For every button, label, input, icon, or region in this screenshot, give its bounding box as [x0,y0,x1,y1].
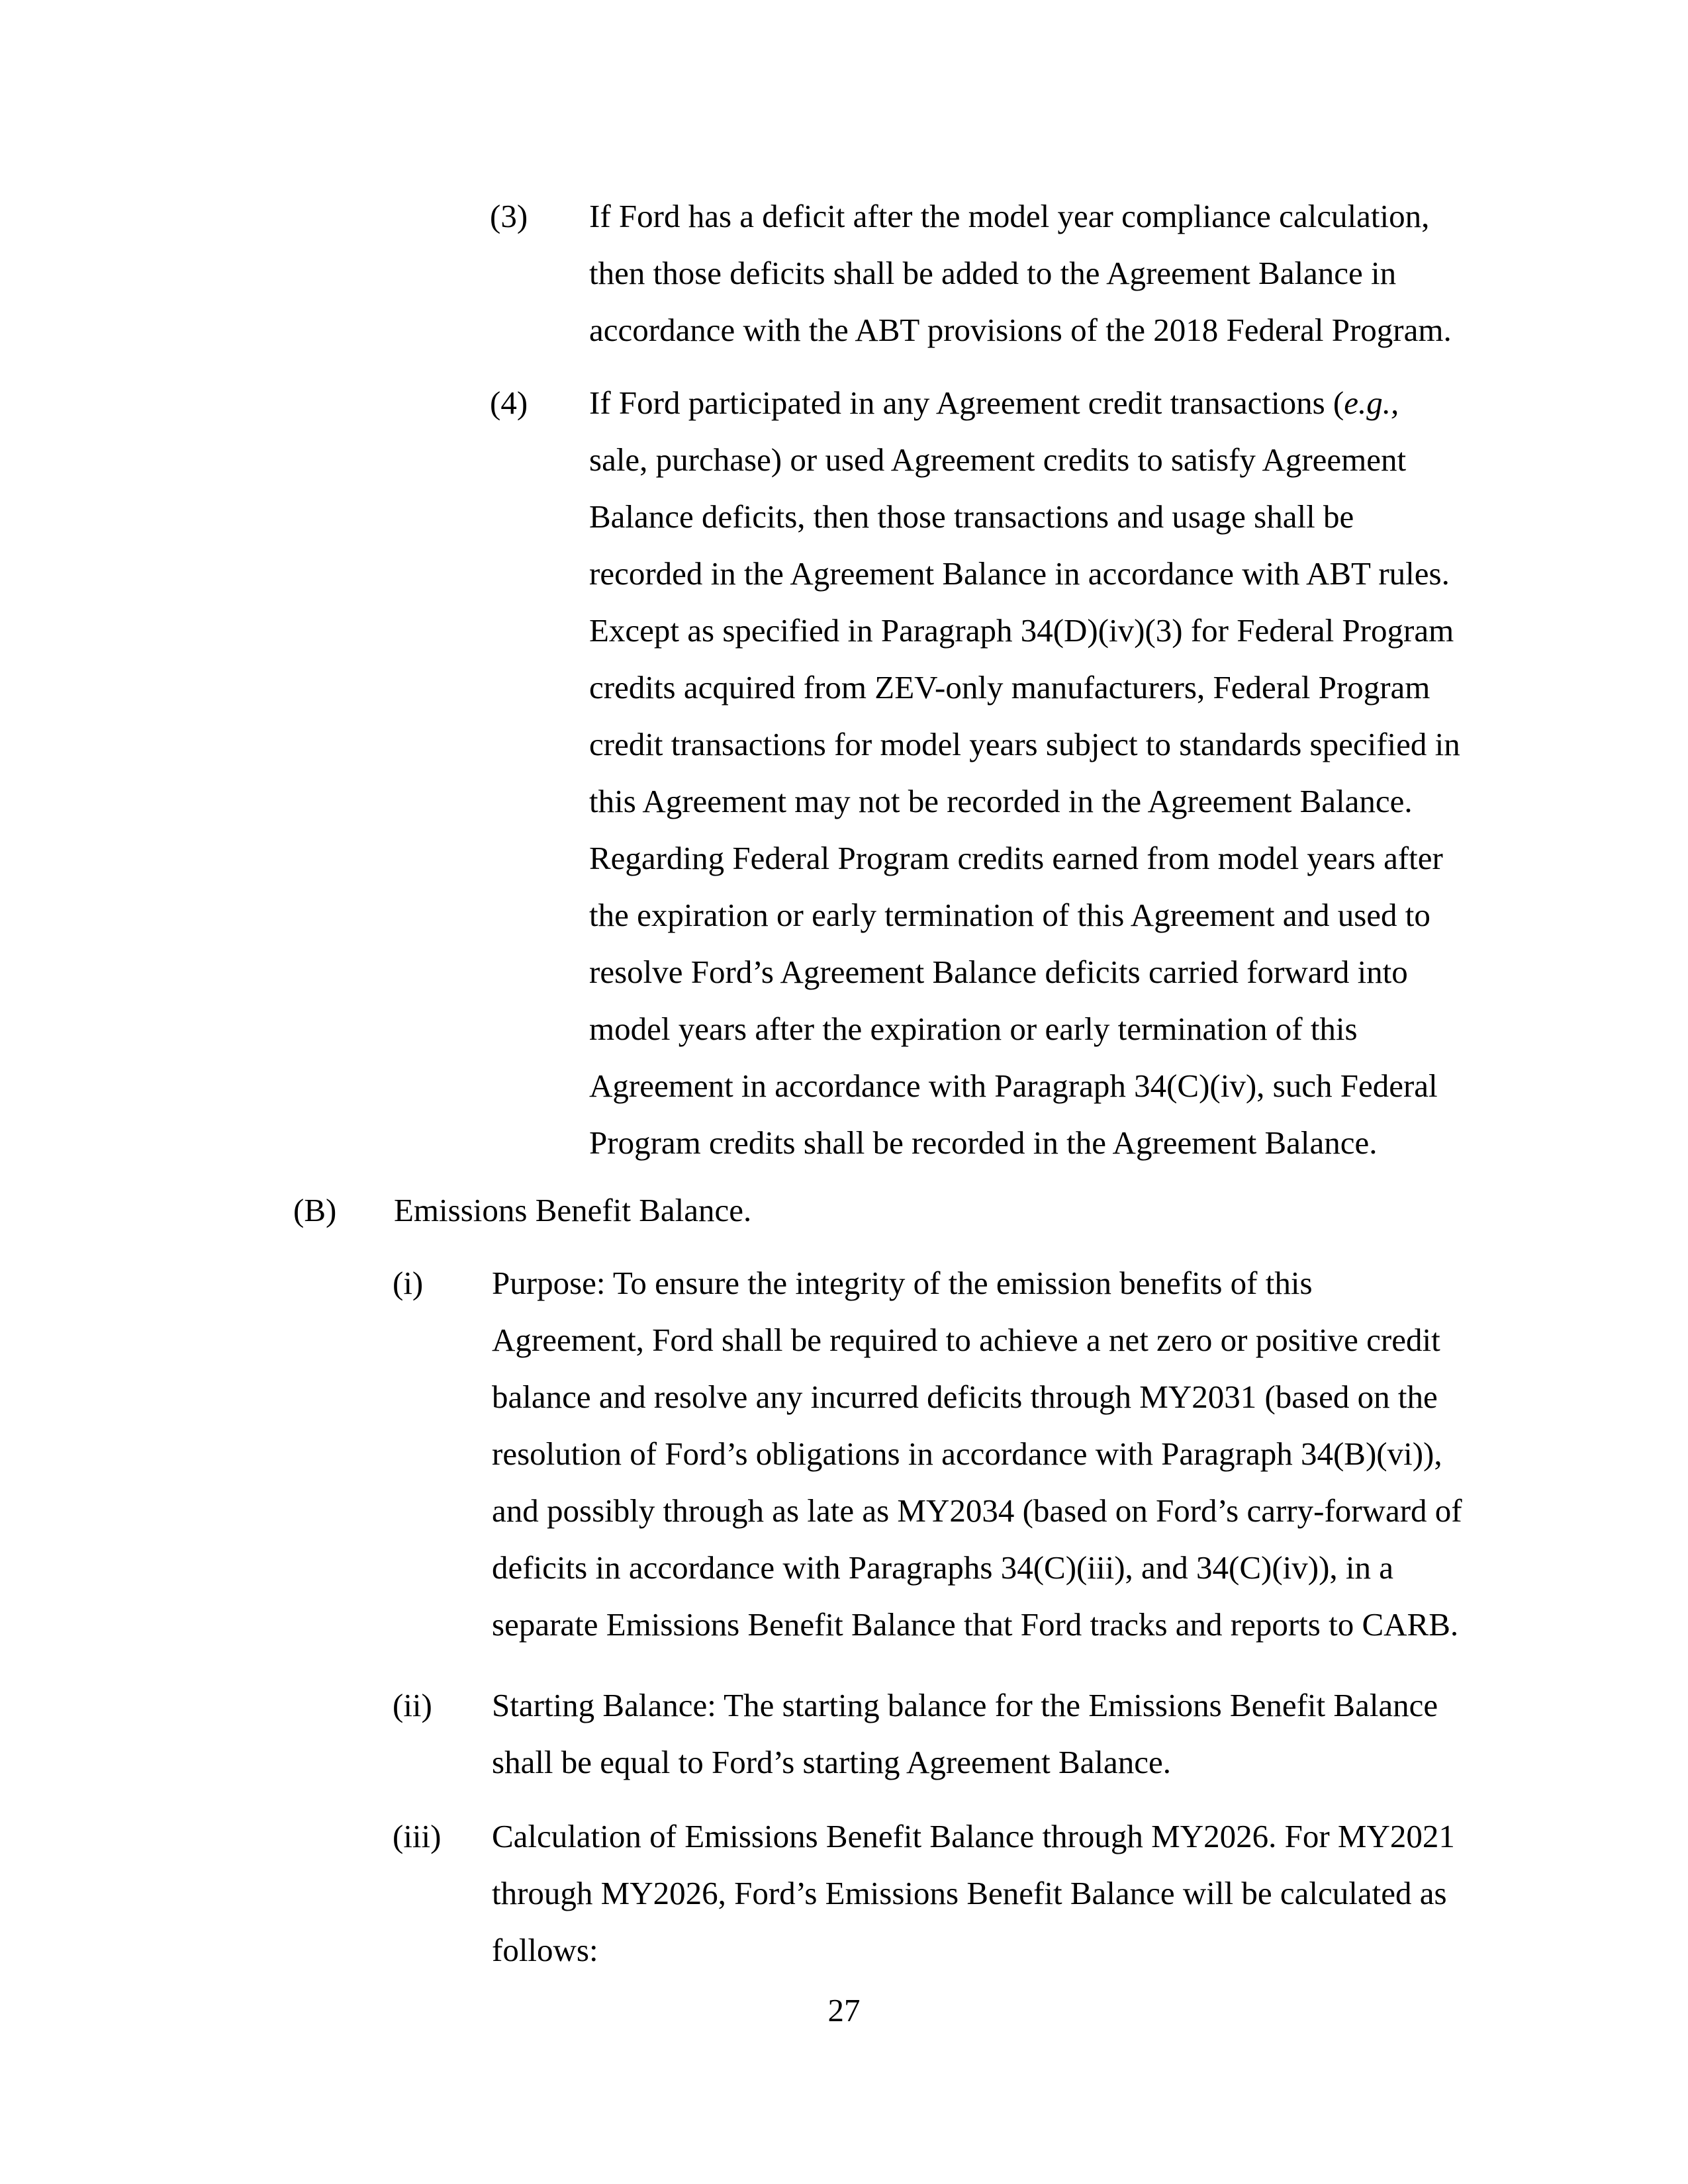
item-ii-text [492,1677,1438,1791]
text-line: Purpose: To ensure the integrity of the emission benefits of this [492,1265,1313,1301]
text-line: Calculation of Emissions Benefit Balance through MY2026. For MY2021 [492,1818,1455,1854]
italic-abbreviation: e.g., [1344,385,1399,421]
text-line: Balance deficits, then those transactions and usage shall be [589,498,1354,535]
text-line: If Ford has a deficit after the model year compliance calculation, [589,198,1430,234]
item-4-text [589,375,1460,1171]
text-line: balance and resolve any incurred deficits through MY2031 (based on the [492,1379,1438,1415]
text-line: credit transactions for model years subject to standards specified in [589,726,1460,762]
item-i-text [492,1255,1462,1653]
item-marker-3: (3) [490,198,528,234]
text-line: through MY2026, Ford’s Emissions Benefit Balance will be calculated as [492,1875,1447,1911]
text-line: credits acquired from ZEV-only manufacturers, Federal Program [589,669,1430,705]
text-line: then those deficits shall be added to the Agreement Balance in [589,255,1397,291]
text-line: Starting Balance: The starting balance for the Emissions Benefit Balance [492,1687,1438,1723]
text-line: and possibly through as late as MY2034 (based on Ford’s carry-forward of [492,1492,1462,1529]
text-line: Except as specified in Paragraph 34(D)(iv)(3) for Federal Program [589,612,1454,649]
item-3-text [589,188,1452,359]
item-marker-4: (4) [490,385,528,421]
item-marker-i: (i) [393,1265,424,1301]
text-line: Program credits shall be recorded in the Agreement Balance. [589,1124,1378,1161]
text-line: Agreement, Ford shall be required to achieve a net zero or positive credit [492,1322,1440,1358]
text-line: this Agreement may not be recorded in the Agreement Balance. [589,783,1413,819]
text-line: accordance with the ABT provisions of the 2018 Federal Program. [589,312,1452,348]
item-marker-iii: (iii) [393,1818,442,1854]
text-line: sale, purchase) or used Agreement credits to satisfy Agreement [589,441,1407,478]
text-line: resolve Ford’s Agreement Balance deficits carried forward into [589,954,1408,990]
text-line-prefix: If Ford participated in any Agreement credit transactions ( [589,385,1344,421]
text-line: separate Emissions Benefit Balance that Ford tracks and reports to CARB. [492,1606,1459,1643]
section-marker-b: (B) [293,1192,337,1228]
text-line: Regarding Federal Program credits earned from model years after [589,840,1443,876]
text-line: model years after the expiration or early termination of this [589,1011,1358,1047]
section-heading: Emissions Benefit Balance. [394,1192,752,1228]
item-marker-ii: (ii) [393,1687,432,1723]
page-number: 27 [827,1992,861,2028]
text-line-first [589,375,1460,432]
text-line: shall be equal to Ford’s starting Agreement Balance. [492,1744,1172,1780]
text-line: recorded in the Agreement Balance in accordance with ABT rules. [589,555,1450,592]
text-line: resolution of Ford’s obligations in accordance with Paragraph 34(B)(vi)), [492,1435,1442,1472]
text-line: Agreement in accordance with Paragraph 34(C)(iv), such Federal [589,1068,1438,1104]
text-line: the expiration or early termination of this Agreement and used to [589,897,1430,933]
text-line: follows: [492,1932,598,1968]
item-iii-text [492,1808,1455,1979]
text-line: deficits in accordance with Paragraphs 34(C)(iii), and 34(C)(iv)), in a [492,1549,1393,1586]
